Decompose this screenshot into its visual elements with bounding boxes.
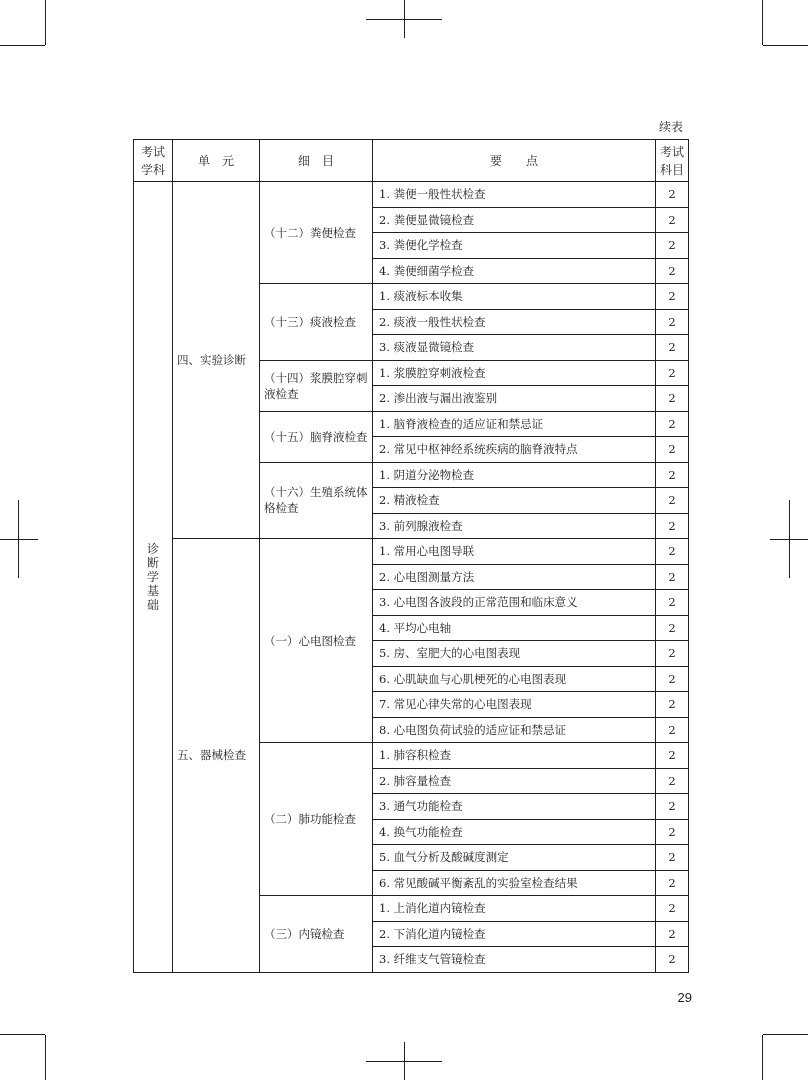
crop-mark [762,0,763,45]
crop-mark [763,45,808,46]
score-cell: 2 [656,488,689,514]
crop-mark [762,1035,763,1080]
unit-cell: 四、实验诊断 [173,182,260,539]
score-cell: 2 [656,768,689,794]
score-cell: 2 [656,641,689,667]
header-subject: 考试学科 [134,140,173,182]
crop-mark [366,19,442,20]
table-row [134,539,689,565]
point-cell: 1. 肺容积检查 [373,743,656,769]
point-cell: 2. 粪便显微镜检查 [373,207,656,233]
point-cell: 3. 前列腺液检查 [373,513,656,539]
header-unit: 单 元 [173,140,260,182]
crop-mark [0,539,38,540]
score-cell: 2 [656,564,689,590]
point-cell: 6. 心肌缺血与心肌梗死的心电图表现 [373,666,656,692]
score-cell: 2 [656,411,689,437]
point-cell: 2. 肺容量检查 [373,768,656,794]
score-cell: 2 [656,360,689,386]
point-cell: 7. 常见心律失常的心电图表现 [373,692,656,718]
header-point: 要 点 [373,140,656,182]
item-cell: （十四）浆膜腔穿刺液检查 [260,360,373,411]
crop-mark [763,1034,808,1035]
score-cell: 2 [656,794,689,820]
item-cell: （一）心电图检查 [260,539,373,743]
score-cell: 2 [656,437,689,463]
score-cell: 2 [656,258,689,284]
point-cell: 5. 血气分析及酸碱度测定 [373,845,656,871]
page-number: 29 [677,990,692,1005]
score-cell: 2 [656,182,689,208]
score-cell: 2 [656,233,689,259]
score-cell: 2 [656,207,689,233]
point-cell: 1. 浆膜腔穿刺液检查 [373,360,656,386]
exam-outline-table [133,139,689,973]
point-cell: 6. 常见酸碱平衡紊乱的实验室检查结果 [373,870,656,896]
point-cell: 4. 平均心电轴 [373,615,656,641]
score-cell: 2 [656,896,689,922]
score-cell: 2 [656,284,689,310]
score-cell: 2 [656,539,689,565]
point-cell: 3. 心电图各波段的正常范围和临床意义 [373,590,656,616]
crop-mark [770,539,808,540]
score-cell: 2 [656,386,689,412]
score-cell: 2 [656,921,689,947]
point-cell: 2. 渗出液与漏出液鉴别 [373,386,656,412]
score-cell: 2 [656,947,689,973]
score-cell: 2 [656,717,689,743]
score-cell: 2 [656,590,689,616]
score-cell: 2 [656,309,689,335]
score-cell: 2 [656,335,689,361]
table-row [134,182,689,208]
score-cell: 2 [656,743,689,769]
point-cell: 3. 纤维支气管镜检查 [373,947,656,973]
point-cell: 2. 心电图测量方法 [373,564,656,590]
table-header-row [134,140,689,182]
score-cell: 2 [656,666,689,692]
point-cell: 2. 痰液一般性状检查 [373,309,656,335]
point-cell: 1. 脑脊液检查的适应证和禁忌证 [373,411,656,437]
point-cell: 2. 常见中枢神经系统疾病的脑脊液特点 [373,437,656,463]
subject-cell [134,182,173,973]
point-cell: 3. 通气功能检查 [373,794,656,820]
point-cell: 4. 换气功能检查 [373,819,656,845]
point-cell: 5. 房、室肥大的心电图表现 [373,641,656,667]
item-cell: （十三）痰液检查 [260,284,373,361]
score-cell: 2 [656,845,689,871]
score-cell: 2 [656,819,689,845]
item-cell: （十二）粪便检查 [260,182,373,284]
crop-mark [45,0,46,45]
point-cell: 4. 粪便细菌学检查 [373,258,656,284]
point-cell: 1. 常用心电图导联 [373,539,656,565]
item-cell: （二）肺功能检查 [260,743,373,896]
point-cell: 1. 痰液标本收集 [373,284,656,310]
score-cell: 2 [656,870,689,896]
point-cell: 8. 心电图负荷试验的适应证和禁忌证 [373,717,656,743]
point-cell: 1. 上消化道内镜检查 [373,896,656,922]
score-cell: 2 [656,513,689,539]
point-cell: 1. 阴道分泌物检查 [373,462,656,488]
subject-label: 诊断学基础 [146,541,159,612]
score-cell: 2 [656,692,689,718]
point-cell: 1. 粪便一般性状检查 [373,182,656,208]
item-cell: （十五）脑脊液检查 [260,411,373,462]
item-cell: （三）内镜检查 [260,896,373,973]
continued-table-note: 续表 [658,120,683,134]
point-cell: 2. 精液检查 [373,488,656,514]
table-body [134,182,689,973]
point-cell: 3. 痰液显微镜检查 [373,335,656,361]
score-cell: 2 [656,615,689,641]
score-cell: 2 [656,462,689,488]
point-cell: 2. 下消化道内镜检查 [373,921,656,947]
header-exam-subject: 考试科目 [656,140,689,182]
point-cell: 3. 粪便化学检查 [373,233,656,259]
item-cell: （十六）生殖系统体格检查 [260,462,373,539]
crop-mark [45,1035,46,1080]
unit-cell: 五、器械检查 [173,539,260,973]
crop-mark [366,1061,442,1062]
header-item: 细 目 [260,140,373,182]
crop-mark [0,45,45,46]
crop-mark [0,1034,45,1035]
